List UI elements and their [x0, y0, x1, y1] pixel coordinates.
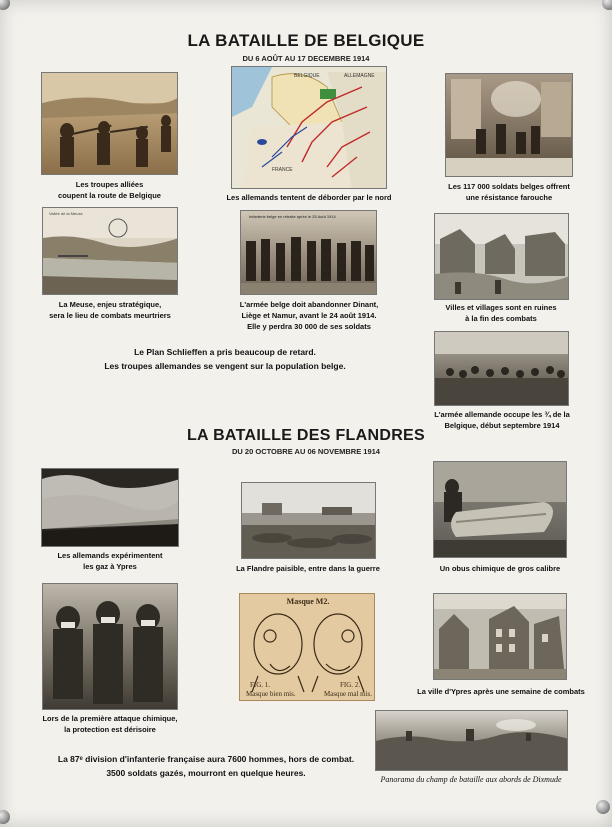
- photo-first-attack: [42, 583, 178, 710]
- caption-flandre: La Flandre paisible, entre dans la guerre: [236, 564, 380, 573]
- caption-dixmude: Panorama du champ de bataille aux abords de Dixmude: [380, 775, 562, 784]
- caption-allied: Les troupes alliées coupent la route de Belgique: [58, 180, 161, 200]
- map-german-advance: [231, 66, 387, 189]
- pin-icon: [0, 810, 10, 824]
- map-label-allemagne: ALLEMAGNE: [344, 73, 375, 79]
- mask-fig1: FIG. 1.: [250, 681, 271, 689]
- pin-icon: [0, 0, 10, 10]
- illustration-gas-mask: [239, 593, 375, 701]
- caption-occupy: L'armée allemande occupe les ¾ de la Belgique, début septembre 1914: [434, 410, 570, 430]
- photo-meuse-postcard: [42, 207, 178, 295]
- photo-dixmude-panorama: [375, 710, 568, 771]
- photo-chemical-shell: [433, 461, 567, 558]
- mask-cap2: Masque mal mis.: [324, 690, 373, 698]
- caption-ypres: La ville d'Ypres après une semaine de combats: [417, 687, 585, 696]
- map-label-france: FRANCE: [272, 167, 293, 173]
- pin-icon: [596, 800, 610, 814]
- photo-german-occupation: [434, 331, 569, 406]
- caption-gas: Les allemands expérimentent les gaz à Ypres: [57, 551, 163, 571]
- photo-belgian-resistance: [445, 73, 573, 177]
- caption-dinant: L'armée belge doit abandonner Dinant, Liège et Namur, avant le 24 août 1914. Elle y perdra 30 000 de ses soldats: [239, 300, 379, 331]
- photo-flandre: [241, 482, 376, 559]
- mask-title: Masque M2.: [286, 597, 330, 606]
- photo-allied-troops: [41, 72, 178, 175]
- paragraph-87th-division: La 87ᵉ division d'infanterie française aura 7600 hommes, hors de combat. 3500 soldats gazés, mourront en quelque heures.: [57, 754, 355, 778]
- section-title: LA BATAILLE DE BELGIQUE: [187, 31, 425, 50]
- caption-ruins: Villes et villages sont en ruines à la fin des combats: [445, 303, 557, 323]
- photo-ruins: [434, 213, 569, 300]
- section-dates: DU 6 AOÛT AU 17 DECEMBRE 1914: [242, 54, 370, 63]
- map-label-belgique: BELGIQUE: [294, 73, 320, 79]
- postcard-header: Vallée de la Meuse: [49, 211, 83, 216]
- photo-ypres-ruins: [433, 593, 567, 680]
- mask-fig2: FIG. 2.: [340, 681, 361, 689]
- photo-header: Infanterie belge en retraite après le 25 Août 1914: [249, 214, 336, 219]
- caption-resistance: Les 117 000 soldats belges offrent une résistance farouche: [448, 182, 570, 202]
- mask-cap1: Masque bien mis.: [246, 690, 296, 698]
- photo-belgian-infantry: [240, 210, 377, 295]
- caption-obus: Un obus chimique de gros calibre: [439, 564, 561, 573]
- section-title: LA BATAILLE DES FLANDRES: [186, 427, 425, 444]
- caption-meuse: La Meuse, enjeu stratégique, sera le lieu de combats meurtriers: [49, 300, 171, 320]
- paragraph-schlieffen: Le Plan Schlieffen a pris beaucoup de retard. Les troupes allemandes se vengent sur la population belge.: [104, 347, 346, 371]
- pin-icon: [602, 0, 612, 10]
- caption-first-attack: Lors de la première attaque chimique, la protection est dérisoire: [42, 714, 178, 734]
- photo-gas-ypres: [41, 468, 179, 547]
- caption-map: Les allemands tentent de déborder par le nord: [226, 193, 392, 202]
- section-dates: DU 20 OCTOBRE AU 06 NOVEMBRE 1914: [232, 447, 380, 456]
